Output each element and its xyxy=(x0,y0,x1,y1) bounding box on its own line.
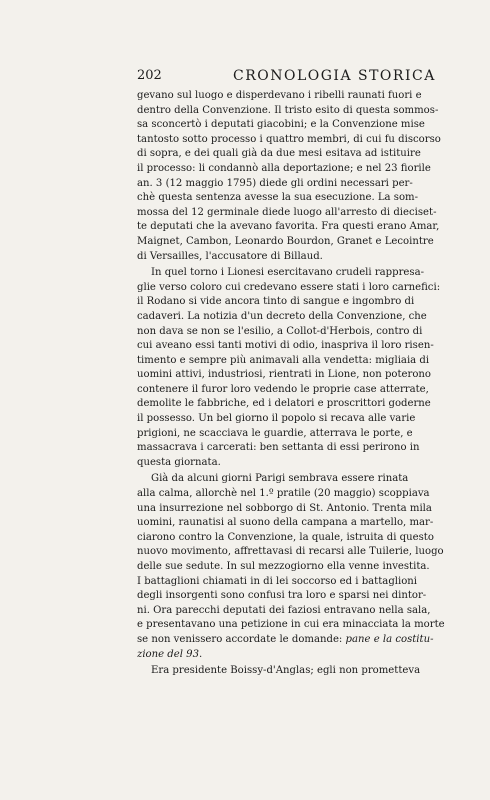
text-line xyxy=(137,235,449,250)
text-line-content: tantosto sotto processo i quattro membri, di cui fu discorso xyxy=(137,133,441,145)
text-line xyxy=(137,383,449,398)
text-line xyxy=(137,177,449,192)
text-line xyxy=(137,487,449,502)
text-line xyxy=(137,89,449,104)
text-line xyxy=(137,266,449,281)
text-line-content: In quel torno i Lionesi esercitavano crudeli rappresa- xyxy=(151,267,425,279)
text-line-content: glie verso coloro cui credevano essere stati i loro carnefici: xyxy=(137,281,441,293)
text-line xyxy=(137,118,449,133)
text-line xyxy=(137,664,449,679)
text-line xyxy=(137,648,449,663)
text-line-content: timento e sempre più animavali alla vendetta: migliaia di xyxy=(137,354,430,366)
text-line-content: cui aveano essi tanti motivi di odio, inaspriva il loro risen- xyxy=(137,340,434,352)
text-line xyxy=(137,325,449,340)
text-line-content: dentro della Convenzione. Il tristo esito di questa sommos- xyxy=(137,104,439,116)
text-line-content: an. 3 (12 maggio 1795) diede gli ordini necessari per- xyxy=(137,177,413,189)
text-line-content: il Rodano si vide ancora tinto di sangue e ingombro di xyxy=(137,296,415,308)
text-line xyxy=(137,133,449,148)
text-line-content: I battaglioni chiamati in di lei soccorso ed i battaglioni xyxy=(137,575,418,587)
text-line-content: di Versailles, l'accusatore di Billaud. xyxy=(137,250,323,262)
text-line xyxy=(137,412,449,427)
text-line-content: alla calma, allorchè nel 1.º pratile (20 maggio) scoppiava xyxy=(137,488,430,500)
text-line xyxy=(137,295,449,310)
body-text xyxy=(137,89,449,679)
text-line xyxy=(137,604,449,619)
text-line-content: Era presidente Boissy-d'Anglas; egli non prometteva xyxy=(151,665,421,677)
text-line xyxy=(137,354,449,369)
text-line-content: te deputati che la avevano favorita. Fra questi erano Amar, xyxy=(137,221,440,233)
text-line xyxy=(137,191,449,206)
italic-phrase: zione del 93. xyxy=(137,648,203,660)
text-line xyxy=(137,162,449,177)
text-line-content: nuovo movimento, affrettavasi di recarsi alle Tuilerie, luogo xyxy=(137,546,444,558)
text-line xyxy=(137,560,449,575)
italic-phrase: pane e la costitu- xyxy=(345,633,434,645)
text-line-content: prigioni, ne scacciava le guardie, atterrava le porte, e xyxy=(137,427,413,439)
text-line-content: delle sue sedute. In sul mezzogiorno ella venne investita. xyxy=(137,561,430,572)
text-line-content: demolite le fabbriche, ed i delatori e proscrittori goderne xyxy=(137,398,431,410)
text-line xyxy=(137,147,449,162)
page-header xyxy=(137,68,449,88)
text-line-content: il processo: li condannò alla deportazione; e nel 23 fiorile xyxy=(137,162,431,174)
text-line xyxy=(137,633,449,648)
text-line-content: questa giornata. xyxy=(137,456,221,468)
text-line-content: uomini, raunatisi al suono della campana a martello, mar- xyxy=(137,517,434,529)
text-line-content: sa sconcertò i deputati giacobini; e la Convenzione mise xyxy=(137,119,425,131)
text-line xyxy=(137,472,449,487)
text-line-content: mossa del 12 germinale diede luogo all'arresto di dieciset- xyxy=(137,206,437,218)
text-line xyxy=(137,575,449,590)
text-line-content: contenere il furor loro vedendo le proprie case atterrate, xyxy=(137,383,429,395)
text-line xyxy=(137,427,449,442)
text-line xyxy=(137,502,449,517)
text-line xyxy=(137,456,449,471)
text-line-content: e presentavano una petizione in cui era minacciata la morte xyxy=(137,619,445,631)
text-line-content: di sopra, e dei quali già da due mesi esitava ad istituire xyxy=(137,148,421,160)
text-line-content: non dava se non se l'esilio, a Collot-d'Herbois, contro di xyxy=(137,325,423,337)
text-line xyxy=(137,516,449,531)
text-line xyxy=(137,250,449,265)
page-number: 202 xyxy=(137,68,162,83)
text-line xyxy=(137,339,449,354)
text-line xyxy=(137,281,449,296)
text-line-content: Maignet, Cambon, Leonardo Bourdon, Granet e Lecointre xyxy=(137,235,434,247)
text-line xyxy=(137,220,449,235)
text-line-content: degli insorgenti sono confusi tra loro e sparsi nei dintor- xyxy=(137,590,427,602)
text-line-content: massacrava i carcerati: ben settanta di essi perirono in xyxy=(137,442,420,454)
text-line xyxy=(137,104,449,119)
text-line xyxy=(137,441,449,456)
text-line xyxy=(137,589,449,604)
text-line-content: il possesso. Un bel giorno il popolo si recava alle varie xyxy=(137,413,416,425)
text-line xyxy=(137,618,449,633)
text-line-content: uomini attivi, industriosi, rientrati in Lione, non poterono xyxy=(137,369,431,381)
text-line-content: una insurrezione nel sobborgo di St. Antonio. Trenta mila xyxy=(137,502,432,514)
text-line-content: ni. Ora parecchi deputati dei faziosi entravano nella sala, xyxy=(137,604,431,616)
text-line xyxy=(137,310,449,325)
text-line xyxy=(137,397,449,412)
running-title: CRONOLOGIA STORICA xyxy=(233,68,436,84)
text-line xyxy=(137,545,449,560)
text-line-content: gevano sul luogo e disperdevano i ribelli raunati fuori e xyxy=(137,90,422,101)
text-line-content: chè questa sentenza avesse la sua esecuzione. La som- xyxy=(137,192,419,204)
text-line xyxy=(137,531,449,546)
text-line xyxy=(137,368,449,383)
text-line-content: se non venissero accordate le domande: xyxy=(137,633,343,645)
text-line-content: ciarono contro la Convenzione, la quale, istruita di questo xyxy=(137,531,434,543)
text-line xyxy=(137,206,449,221)
text-line-content: Già da alcuni giorni Parigi sembrava essere rinata xyxy=(151,473,409,485)
text-line-content: cadaveri. La notizia d'un decreto della Convenzione, che xyxy=(137,310,427,322)
